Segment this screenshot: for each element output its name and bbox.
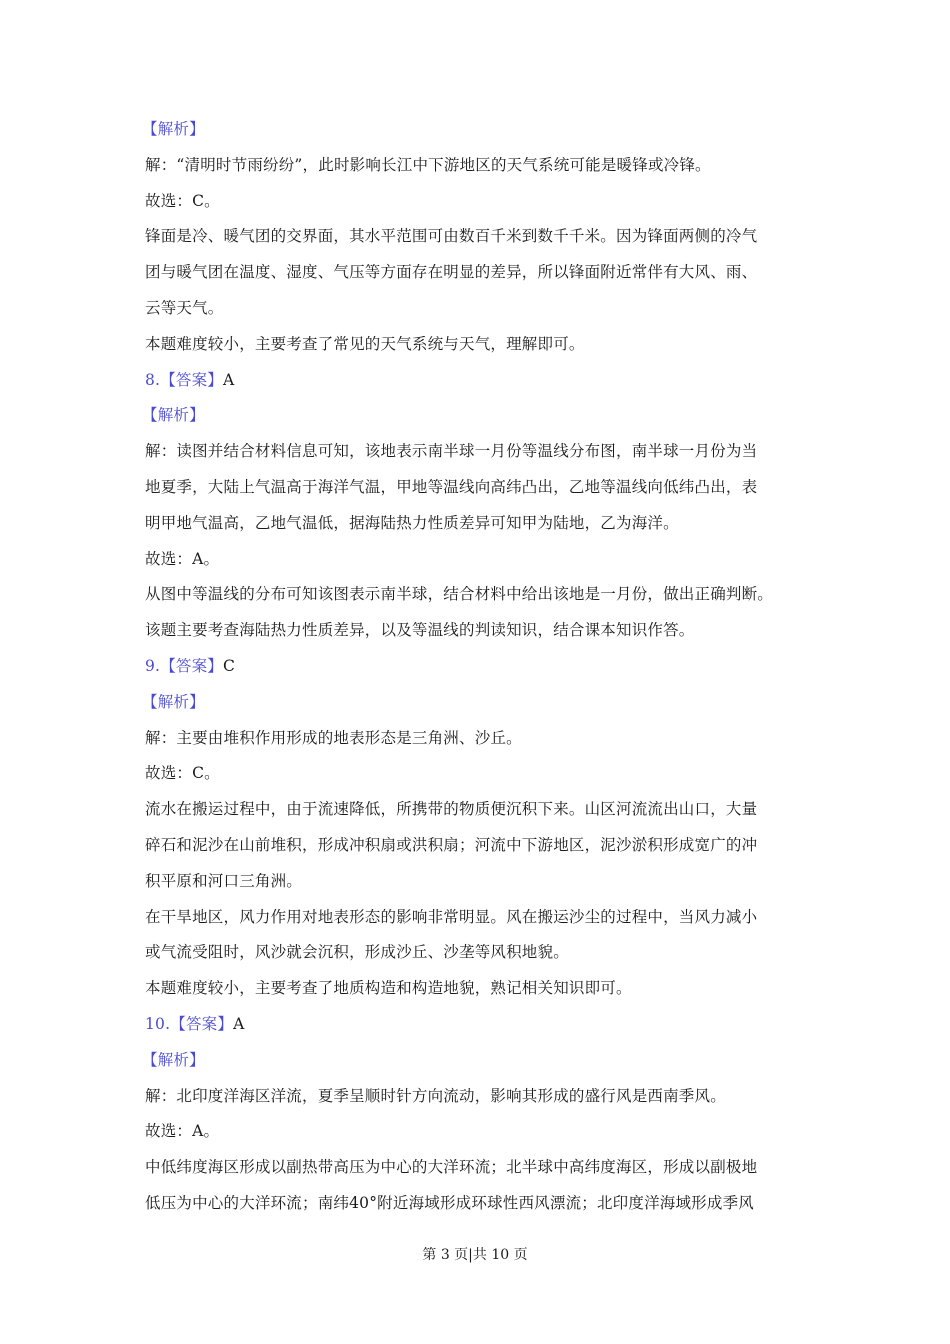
analysis-tag: 【解析】 [142,120,205,138]
paragraph-line: 团与暖气团在温度、湿度、气压等方面存在明显的差异，所以锋面附近常伴有大风、雨、 [145,263,758,282]
paragraph-line: 解：主要由堆积作用形成的地表形态是三角洲、沙丘。 [145,728,522,747]
analysis-heading [142,685,810,721]
page-footer: 第 3 页|共 10 页 [422,1247,528,1263]
paragraph-line: 故选：A。 [145,1122,220,1141]
paragraph-line: 故选：A。 [145,549,220,568]
paragraph-line: 解：“清明时节雨纷纷”，此时影响长江中下游地区的天气系统可能是暖锋或冷锋。 [145,155,711,174]
question-number: 10. [145,1014,171,1033]
analysis-tag: 【解析】 [142,406,205,425]
paragraph-line: 解：读图并结合材料信息可知，该地表示南半球一月份等温线分布图，南半球一月份为当 [145,442,758,461]
answer-value: A [223,370,235,389]
paragraph-line: 云等天气。 [145,298,224,317]
answer-tag: 【答案】 [170,1014,234,1033]
paragraph-line: 从图中等温线的分布可知该图表示南半球，结合材料中给出该地是一月份，做出正确判断。 [145,585,774,604]
paragraph-line: 积平原和河口三角洲。 [145,871,303,890]
question-number: 9. [145,656,161,675]
paragraph-line: 地夏季，大陆上气温高于海洋气温，甲地等温线向高纬凸出，乙地等温线向低纬凸出，表 [145,477,758,496]
analysis-heading [142,1043,810,1079]
answer-line [145,649,810,685]
paragraph-line: 故选：C。 [145,764,220,783]
analysis-tag: 【解析】 [142,692,205,711]
paragraph-line: 故选：C。 [145,191,220,210]
answer-line [145,363,810,399]
analysis-tag: 【解析】 [142,1050,205,1069]
answer-tag: 【答案】 [160,370,224,389]
paragraph-line: 或气流受阻时，风沙就会沉积，形成沙丘、沙垄等风积地貌。 [145,943,569,962]
paragraph-line: 明甲地气温高，乙地气温低，据海陆热力性质差异可知甲为陆地，乙为海洋。 [145,513,679,532]
paragraph-line: 该题主要考查海陆热力性质差异，以及等温线的判读知识，结合课本知识作答。 [145,621,695,640]
answer-line [145,1007,810,1043]
analysis-heading [142,398,810,434]
paragraph-line: 中低纬度海区形成以副热带高压为中心的大洋环流；北半球中高纬度海区，形成以副极地 [145,1158,758,1177]
paragraph-line: 解：北印度洋海区洋流，夏季呈顺时针方向流动，影响其形成的盛行风是西南季风。 [145,1086,726,1105]
paragraph-line: 本题难度较小，主要考查了常见的天气系统与天气，理解即可。 [145,334,585,353]
paragraph-line: 锋面是冷、暖气团的交界面，其水平范围可由数百千米到数千千米。因为锋面两侧的冷气 [145,227,758,246]
question-number: 8. [145,370,161,389]
paragraph-line: 低压为中心的大洋环流；南纬40°附近海域形成环球性西风漂流；北印度洋海域形成季风 [145,1193,754,1212]
paragraph-line: 在干旱地区，风力作用对地表形态的影响非常明显。风在搬运沙尘的过程中，当风力减小 [145,907,758,926]
answer-value: A [233,1014,245,1033]
document-body [142,112,810,1222]
answer-value: C [223,656,236,675]
analysis-heading [142,112,810,148]
paragraph-line: 流水在搬运过程中，由于流速降低，所携带的物质便沉积下来。山区河流流出山口，大量 [145,800,758,819]
paragraph-line: 碎石和泥沙在山前堆积，形成冲积扇或洪积扇；河流中下游地区，泥沙淤积形成宽广的冲 [145,835,758,854]
answer-tag: 【答案】 [160,656,224,675]
paragraph-line: 本题难度较小，主要考查了地质构造和构造地貌，熟记相关知识即可。 [145,979,632,998]
